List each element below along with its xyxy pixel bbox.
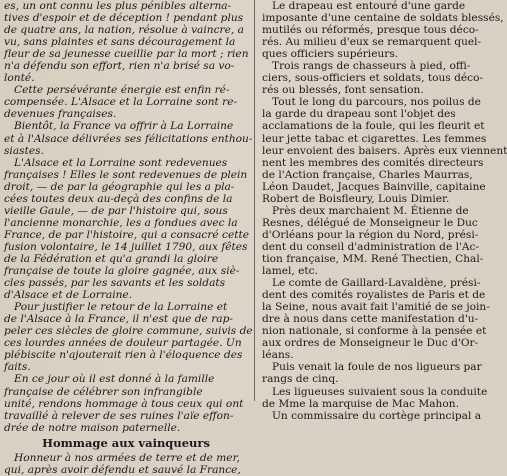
- text-line: France, de par l'histoire, qui a consacré cette: [4, 228, 250, 241]
- text-line: de l'Alsace à la France, il n'est que de rap-: [4, 313, 233, 326]
- text-line: la Seine, nous avait fait l'amitié de se join-: [262, 301, 490, 314]
- text-line: ciers, sous-officiers et soldats, tous déco-: [262, 72, 484, 85]
- text-line: Un commissaire du cortège principal a: [272, 409, 482, 422]
- text-line: drée de notre maison paternelle.: [4, 421, 181, 434]
- text-line: vu, sans plaintes et sans découragement la: [4, 36, 236, 49]
- text-line: devenues françaises.: [4, 108, 117, 121]
- text-line: qui, après avoir défendu et sauvé la France,: [4, 463, 241, 476]
- text-line: de la Fédération et qu'a grandi la gloire: [4, 252, 219, 265]
- text-line: acclamations de la foule, qui les fleurit et: [262, 120, 485, 133]
- right-column: [262, 0, 507, 422]
- text-line: Bientôt, la France va offrir à La Lorraine: [14, 120, 234, 133]
- column-divider: [254, 0, 255, 401]
- text-line: Pour justifier le retour de la Lorraine et: [14, 301, 228, 314]
- text-line: rés ou blessés, font sensation.: [262, 84, 424, 97]
- text-line: nent les membres des comités directeurs: [262, 156, 484, 169]
- text-line: Le drapeau est entouré d'une garde: [272, 0, 466, 12]
- text-line: fusion volontaire, le 14 juillet 1790, aux fêtes: [4, 240, 248, 253]
- text-line: droit, — de par la géographie qui les a pla-: [4, 180, 235, 193]
- text-line: Resnes, délégué de Monseigneur le Duc: [262, 216, 478, 229]
- text-line: de l'Action française, Charles Maurras,: [262, 168, 473, 181]
- text-line: dent des comités royalistes de Paris et de: [262, 289, 486, 302]
- text-line: Les ligueuses suivaient sous la conduite: [272, 385, 488, 398]
- text-line: Près deux marchaient M. Étienne de: [272, 204, 469, 217]
- text-line: de Mme la marquise de Mac Mahon.: [262, 397, 459, 410]
- text-line: fleur de sa jeunesse cueillie par la mort ; rien: [4, 48, 249, 61]
- text-line: française de célébrer son infrangible: [4, 385, 203, 398]
- text-line: vieille Gaule, — de par l'histoire qui, sous: [4, 204, 228, 217]
- text-line: peler ces siècles de gloire commune, suivis de: [4, 325, 253, 338]
- text-line: cles passés, par les savants et les soldats: [4, 277, 226, 290]
- text-line: dre à nous dans cette manifestation d'u-: [262, 313, 479, 326]
- text-line: compensée. L'Alsace et la Lorraine sont re-: [4, 96, 238, 109]
- text-line: lonté.: [4, 72, 35, 85]
- section-heading: Hommage aux vainqueurs: [42, 435, 210, 450]
- text-line: En ce jour où il est donné à la famille: [14, 373, 215, 386]
- text-line: lamel, etc.: [262, 265, 318, 278]
- text-line: Le comte de Gaillard-Lavaldène, prési-: [272, 277, 481, 290]
- text-line: es, un ont connu les plus pénibles alterna-: [4, 0, 232, 12]
- text-line: la garde du drapeau sont l'objet des: [262, 108, 456, 121]
- text-line: Cette persévérante énergie est enfin ré-: [14, 84, 230, 97]
- text-line: aux ordres de Monseigneur le Duc d'Or-: [262, 337, 479, 350]
- text-line: ques officiers supérieurs.: [262, 48, 399, 61]
- text-line: faits.: [4, 361, 31, 374]
- text-line: ces lourdes années de douleur partagée. Un: [4, 337, 242, 350]
- text-line: Tout le long du parcours, nos poilus de: [272, 96, 481, 109]
- text-line: siastes.: [4, 144, 44, 157]
- text-line: imposante d'une centaine de soldats blessés,: [262, 12, 504, 25]
- text-line: rangs de cinq.: [262, 373, 339, 386]
- text-line: léans.: [262, 349, 294, 362]
- text-line: travaillé à relever de ses ruines l'aïe effon-: [4, 409, 234, 422]
- text-line: Léon Daudet, Jacques Bainville, capitaine: [262, 180, 486, 193]
- text-line: d'Alsace et de Lorraine.: [4, 289, 133, 302]
- text-line: cées toutes deux au-deçà des confins de la: [4, 192, 233, 205]
- text-line: de quatre ans, la nation, résolue à vaincre, a: [4, 24, 244, 37]
- text-line: plébiscite n'ajouterait rien à l'éloquence des: [4, 349, 243, 362]
- text-line: leur envoient des baisers. Après eux viennent: [262, 144, 507, 157]
- text-line: Honneur à nos armées de terre et de mer,: [14, 451, 240, 464]
- text-line: Trois rangs de chasseurs à pied, offi-: [272, 60, 471, 73]
- text-line: et à l'Alsace délivrées ses félicitations enthou-: [4, 132, 253, 145]
- text-line: n'a défendu son effort, rien n'a brisé sa vo-: [4, 60, 235, 73]
- text-line: françaises ! Elles le sont redevenues de plein: [4, 168, 248, 181]
- text-line: tives d'espoir et de déception ! pendant plus: [4, 12, 244, 25]
- text-line: nion nationale, si conforme à la pensée et: [262, 325, 487, 338]
- text-line: leur jette tabac et cigarettes. Les femmes: [262, 132, 487, 145]
- text-line: mutilés ou réformés, presque tous déco-: [262, 24, 479, 37]
- text-line: française de toute la gloire gagnée, aux siè-: [4, 265, 240, 278]
- text-line: Robert de Boisfleury, Louis Dimier.: [262, 192, 450, 205]
- text-line: rés. Au milieu d'eux se remarquent quel-: [262, 36, 482, 49]
- text-line: L'Alsace et la Lorraine sont redevenues: [14, 156, 228, 169]
- text-line: l'ancienne monarchie, les a fondues avec la: [4, 216, 238, 229]
- left-column: [4, 0, 253, 476]
- text-line: unité, rendons hommage à tous ceux qui ont: [4, 397, 244, 410]
- text-line: Puis venait la foule de nos ligueurs par: [272, 361, 482, 374]
- text-line: dent du conseil d'administration de l'Ac-: [262, 240, 480, 253]
- text-line: tion française, MM. René Thectien, Chal-: [262, 252, 484, 265]
- text-line: d'Orléans pour la région du Nord, prési-: [262, 228, 479, 241]
